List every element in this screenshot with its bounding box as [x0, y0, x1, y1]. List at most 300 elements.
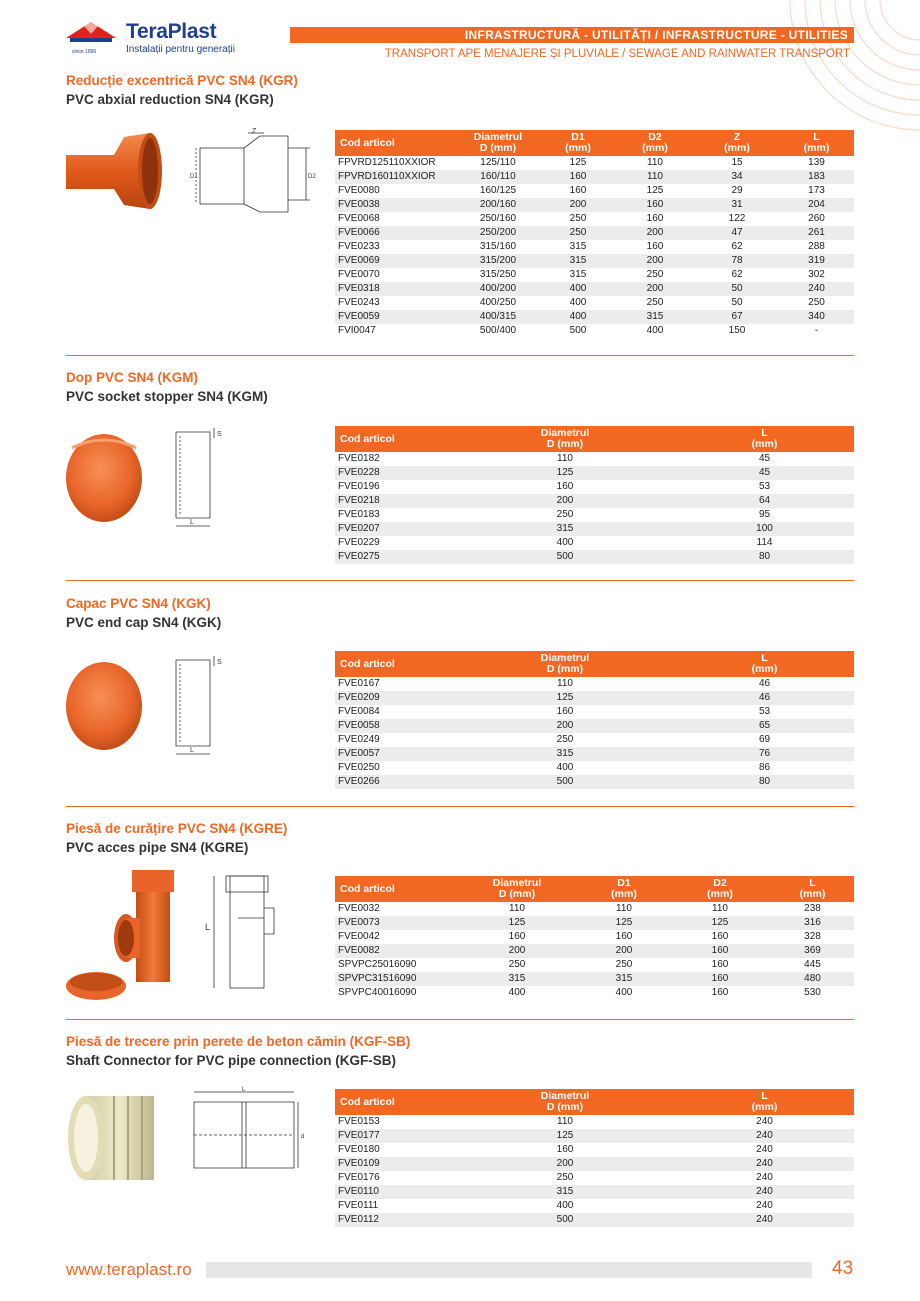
article-code-cell: SPVPC25016090 [338, 959, 417, 970]
table-row [335, 310, 854, 324]
article-code-cell: FVE0082 [335, 944, 455, 958]
article-code-cell: FVE0275 [335, 550, 455, 564]
table-cell: 110 [615, 170, 695, 184]
article-code-cell: FVE0058 [335, 719, 455, 733]
table-cell: 53 [758, 706, 771, 717]
table-cell: 100 [675, 522, 854, 536]
table-row [335, 902, 854, 916]
table-cell: 67 [695, 310, 779, 324]
table-cell: 160 [556, 706, 574, 717]
table-cell: 500/400 [479, 325, 517, 336]
table-cell: 160 [669, 972, 771, 986]
table-row [335, 536, 854, 550]
table-cell: 160/125 [479, 185, 517, 196]
table-cell: 47 [695, 226, 779, 240]
table-cell: 400/315 [455, 310, 541, 324]
table-row [335, 212, 854, 226]
drawing-label-d1: D1 [190, 174, 198, 180]
table-cell: 204 [779, 198, 854, 212]
article-code-cell: FVE0059 [335, 310, 455, 324]
table-cell: 240 [756, 1144, 773, 1155]
table-cell: 45 [675, 466, 854, 480]
table-cell: 400 [541, 310, 615, 324]
article-code-cell: FVI0047 [338, 325, 376, 336]
table-cell: 316 [771, 916, 854, 930]
table-cell: 315/200 [455, 254, 541, 268]
table-cell: 400 [556, 537, 574, 548]
table-cell: 400 [615, 987, 633, 998]
table-cell: 445 [804, 959, 821, 970]
table-cell: 369 [771, 944, 854, 958]
subtitle-separator: / [618, 48, 629, 60]
drawing-label-l: L [205, 922, 211, 932]
column-header: Z (mm) [695, 130, 779, 156]
column-header: Cod articol [335, 130, 455, 156]
article-code-cell: FVE0180 [338, 1144, 380, 1155]
decorative-arcs [720, 0, 920, 140]
table-cell: 315/250 [479, 269, 517, 280]
drawing-label-d: d [301, 1134, 305, 1140]
table-cell: 400 [508, 987, 526, 998]
article-code-cell: FVE0250 [338, 762, 380, 773]
table-cell: 122 [728, 213, 746, 224]
section-subtitle: PVC abxial reduction SN4 (KGR) [66, 92, 274, 107]
table-cell: 315 [455, 972, 579, 986]
article-code-cell: FVE0218 [335, 494, 455, 508]
article-code-cell: FVE0249 [338, 734, 380, 745]
table-cell: 160 [556, 481, 574, 492]
table-row [335, 944, 854, 958]
table-header-row [335, 426, 854, 452]
table-cell: 125 [646, 185, 664, 196]
table-cell: 110 [712, 903, 728, 914]
table-row [335, 480, 854, 494]
column-header: L (mm) [771, 876, 854, 902]
table-row [335, 1185, 854, 1199]
footer-bar [206, 1262, 812, 1278]
section-divider [66, 580, 854, 581]
table-cell: 46 [758, 678, 771, 689]
column-header: Cod articol [335, 876, 455, 902]
table-cell: 160/110 [455, 170, 541, 184]
article-code-cell: FVE0069 [335, 254, 455, 268]
article-code-cell: FVE0209 [335, 691, 455, 705]
table-cell: 80 [675, 550, 854, 564]
table-cell: 160 [669, 944, 771, 958]
table-cell: 78 [695, 254, 779, 268]
table-cell: 125 [455, 691, 675, 705]
table-cell: 315 [455, 1185, 675, 1199]
table-cell: 400 [569, 297, 587, 308]
table-cell: 250 [556, 1172, 574, 1183]
table-cell: 125 [579, 916, 669, 930]
article-code-cell: FPVRD160110XXIOR [335, 170, 455, 184]
table-cell: 160 [711, 987, 729, 998]
subtitle-en: SEWAGE AND RAINWATER TRANSPORT [628, 48, 850, 60]
table-row [335, 452, 854, 466]
section-divider [66, 806, 854, 807]
table-row [335, 1157, 854, 1171]
table-cell: 200 [615, 282, 695, 296]
table-cell: 200 [541, 198, 615, 212]
table-cell: - [814, 325, 819, 336]
table-cell: 64 [675, 494, 854, 508]
table-row [335, 466, 854, 480]
table-cell: 315 [615, 310, 695, 324]
article-code-cell: FVE0183 [338, 509, 380, 520]
footer-url[interactable]: www.teraplast.ro [66, 1260, 192, 1279]
table-cell: 46 [675, 691, 854, 705]
brand-name: TeraPlast [126, 20, 217, 43]
article-code-cell: FVE0243 [338, 297, 380, 308]
article-code-cell: SPVPC40016090 [338, 987, 417, 998]
table-cell: 80 [675, 775, 854, 789]
access-pipe-photo [64, 868, 194, 1008]
article-code-cell: FVE0182 [338, 453, 380, 464]
table-cell: 240 [756, 1172, 773, 1183]
table-cell: 160 [615, 931, 633, 942]
table-cell: 250 [541, 226, 615, 240]
table-row [335, 1199, 854, 1213]
table-cell: 240 [675, 1129, 854, 1143]
table-cell: 315 [455, 522, 675, 536]
table-cell: 250 [508, 959, 526, 970]
table-cell: 240 [756, 1200, 773, 1211]
table-cell: 200 [615, 254, 695, 268]
table-cell: 400 [556, 1200, 574, 1211]
article-code-cell: FVE0207 [335, 522, 455, 536]
section-subtitle: Shaft Connector for PVC pipe connection (KGF-SB) [66, 1053, 396, 1068]
table-header-row [335, 651, 854, 677]
category-band: INFRASTRUCTURĂ - UTILITĂȚI / INFRASTRUCTURE - UTILITIES [290, 27, 854, 43]
section-subtitle: PVC acces pipe SN4 (KGRE) [66, 840, 249, 855]
table-cell: 315 [569, 241, 587, 252]
article-code-cell: FVE0266 [335, 775, 455, 789]
table-cell: 260 [808, 213, 825, 224]
section-subtitle: PVC end cap SN4 (KGK) [66, 615, 222, 630]
article-code-cell: FVE0167 [338, 678, 380, 689]
table-row [335, 508, 854, 522]
article-code-cell: FVE0110 [335, 1185, 455, 1199]
reduction-photo [64, 125, 164, 215]
table-cell: 240 [756, 1116, 773, 1127]
article-code-cell: FVE0318 [335, 282, 455, 296]
column-header: D2 (mm) [669, 876, 771, 902]
table-row [335, 986, 854, 1000]
article-code-cell: FVE0080 [338, 185, 380, 196]
table-header-row [335, 876, 854, 902]
table-cell: 31 [695, 198, 779, 212]
table-row [335, 254, 854, 268]
shaft-connector-drawing [184, 1086, 314, 1186]
table-cell: 261 [779, 226, 854, 240]
table-cell: 250 [556, 509, 574, 520]
table-row [335, 1171, 854, 1185]
column-header: Diametrul D (mm) [455, 651, 675, 677]
table-cell: 240 [675, 1185, 854, 1199]
article-code-cell: FVE0176 [338, 1172, 380, 1183]
table-cell: 160 [646, 213, 664, 224]
table-cell: 315/160 [479, 241, 517, 252]
column-header: Diametrul D (mm) [455, 426, 675, 452]
table-row [335, 930, 854, 944]
table-cell: 240 [675, 1213, 854, 1227]
drawing-label-l: L [242, 1087, 246, 1093]
table-cell: 183 [779, 170, 854, 184]
end-cap-photo [64, 656, 144, 751]
table-cell: 200/160 [455, 198, 541, 212]
table-cell: 400 [556, 762, 574, 773]
table-cell: 250/160 [479, 213, 517, 224]
table-cell: 110 [557, 453, 573, 464]
table-cell: 400 [646, 325, 664, 336]
table-row [335, 719, 854, 733]
table-cell: 200 [579, 944, 669, 958]
column-header: Diametrul D (mm) [455, 1089, 675, 1115]
table-cell: 53 [758, 481, 771, 492]
table-cell: 200 [455, 719, 675, 733]
brand-tagline: Instalații pentru generații [126, 44, 235, 55]
brand-since: since 1896 [72, 49, 97, 55]
stopper-drawing [160, 422, 230, 532]
table-row [335, 198, 854, 212]
column-header: D2 (mm) [615, 130, 695, 156]
column-header: Cod articol [335, 1089, 455, 1115]
access-pipe-drawing [200, 868, 290, 998]
table-row [335, 522, 854, 536]
table-cell: 160 [711, 931, 729, 942]
table-cell: 50 [695, 282, 779, 296]
table-cell: 319 [779, 254, 854, 268]
table-header-row [335, 1089, 854, 1115]
section-title: Reducție excentrică PVC SN4 (KGR) [66, 73, 298, 88]
article-code-cell: SPVPC31516090 [335, 972, 455, 986]
article-code-cell: FVE0153 [338, 1116, 380, 1127]
article-code-cell: FVE0066 [335, 226, 455, 240]
table-row [335, 691, 854, 705]
section-divider [66, 355, 854, 356]
table-cell: 250/200 [455, 226, 541, 240]
table-cell: 200 [455, 494, 675, 508]
article-code-cell: FVE0038 [335, 198, 455, 212]
column-header: Cod articol [335, 426, 455, 452]
table-cell: 530 [804, 987, 821, 998]
table-row [335, 1143, 854, 1157]
table-cell: 200 [615, 226, 695, 240]
table-cell: 125 [455, 1129, 675, 1143]
article-code-cell: FVE0068 [338, 213, 380, 224]
table-row [335, 494, 854, 508]
table-cell: 250 [556, 734, 574, 745]
table-cell: 110 [557, 1116, 573, 1127]
table-cell: 340 [779, 310, 854, 324]
end-cap-drawing [160, 650, 230, 760]
table-cell: 250 [615, 959, 633, 970]
table-row [335, 761, 854, 775]
drawing-label-d2: D2 [308, 174, 316, 180]
table-cell: 125 [455, 466, 675, 480]
article-code-cell: FVE0112 [335, 1213, 455, 1227]
column-header: L (mm) [779, 130, 854, 156]
article-code-cell: FVE0057 [335, 747, 455, 761]
table-cell: 45 [758, 453, 771, 464]
article-code-cell: FVE0177 [335, 1129, 455, 1143]
table-cell: 125 [669, 916, 771, 930]
table-cell: 500 [455, 1213, 675, 1227]
article-code-cell: FVE0233 [338, 241, 380, 252]
column-header: D1 (mm) [541, 130, 615, 156]
table-row [335, 170, 854, 184]
page-number: 43 [832, 1258, 854, 1279]
article-code-cell: FVE0084 [338, 706, 380, 717]
table-cell: 114 [756, 537, 773, 548]
table-cell: 160 [646, 241, 664, 252]
table-row [335, 1213, 854, 1227]
table-cell: 250 [808, 297, 825, 308]
stopper-photo [64, 428, 144, 523]
table-cell: 315 [541, 254, 615, 268]
spec-table [335, 426, 854, 564]
table-cell: 110 [509, 903, 525, 914]
article-code-cell: FVE0228 [335, 466, 455, 480]
table-cell: 315 [579, 972, 669, 986]
section-subtitle: PVC socket stopper SN4 (KGM) [66, 389, 268, 404]
column-header: L (mm) [675, 1089, 854, 1115]
column-header: Diametrul D (mm) [455, 876, 579, 902]
table-cell: 480 [771, 972, 854, 986]
table-row [335, 916, 854, 930]
column-header: D1 (mm) [579, 876, 669, 902]
table-cell: 69 [758, 734, 771, 745]
shaft-connector-photo [64, 1088, 174, 1188]
table-cell: 110 [647, 157, 663, 168]
table-cell: 500 [455, 775, 675, 789]
table-cell: 302 [808, 269, 825, 280]
table-row [335, 775, 854, 789]
table-cell: 400 [541, 282, 615, 296]
table-cell: 34 [695, 170, 779, 184]
table-cell: 160 [615, 198, 695, 212]
article-code-cell: FPVRD125110XXIOR [338, 157, 436, 168]
table-cell: 240 [675, 1157, 854, 1171]
spec-table [335, 876, 854, 1000]
table-header-row [335, 130, 854, 156]
table-cell: 76 [675, 747, 854, 761]
table-cell: 250 [569, 213, 587, 224]
table-cell: 50 [731, 297, 743, 308]
table-cell: 150 [728, 325, 746, 336]
article-code-cell: FVE0229 [338, 537, 380, 548]
table-row [335, 268, 854, 282]
table-cell: 110 [557, 678, 573, 689]
table-cell: 65 [675, 719, 854, 733]
table-cell: 160 [711, 959, 729, 970]
table-cell: 315 [569, 269, 587, 280]
section-title: Dop PVC SN4 (KGM) [66, 370, 199, 385]
table-cell: 328 [804, 931, 821, 942]
column-header: Cod articol [335, 651, 455, 677]
spec-table [335, 1089, 854, 1227]
table-cell: 160 [556, 1144, 574, 1155]
table-row [335, 733, 854, 747]
table-cell: 240 [779, 282, 854, 296]
table-cell: 125 [455, 916, 579, 930]
table-cell: 250 [646, 269, 664, 280]
section-title: Piesă de trecere prin perete de beton cămin (KGF-SB) [66, 1034, 411, 1049]
reduction-drawing [188, 128, 318, 213]
table-cell: 160 [508, 931, 526, 942]
table-row [335, 677, 854, 691]
table-row [335, 550, 854, 564]
column-header: L (mm) [675, 651, 854, 677]
table-cell: 29 [731, 185, 743, 196]
table-row [335, 296, 854, 310]
section-divider [66, 1019, 854, 1020]
table-cell: 400/200 [455, 282, 541, 296]
article-code-cell: FVE0070 [338, 269, 380, 280]
table-cell: 500 [455, 550, 675, 564]
table-row [335, 184, 854, 198]
table-cell: 173 [808, 185, 825, 196]
article-code-cell: FVE0111 [338, 1200, 379, 1211]
table-cell: 200 [455, 1157, 675, 1171]
article-code-cell: FVE0042 [338, 931, 380, 942]
table-cell: 288 [808, 241, 825, 252]
article-code-cell: FVE0032 [338, 903, 380, 914]
table-row [335, 705, 854, 719]
table-cell: 160 [541, 170, 615, 184]
table-cell: 86 [758, 762, 771, 773]
section-title: Piesă de curățire PVC SN4 (KGRE) [66, 821, 288, 836]
table-row [335, 282, 854, 296]
table-cell: 160 [569, 185, 587, 196]
table-cell: 200 [455, 944, 579, 958]
article-code-cell: FVE0196 [338, 481, 380, 492]
table-cell: 238 [804, 903, 821, 914]
table-cell: 125 [569, 157, 587, 168]
table-cell: 62 [731, 269, 743, 280]
category-subtitle [385, 48, 850, 60]
article-code-cell: FVE0109 [335, 1157, 455, 1171]
table-cell: 110 [616, 903, 632, 914]
table-row [335, 1129, 854, 1143]
article-code-cell: FVE0073 [335, 916, 455, 930]
drawing-label-l: L [190, 519, 194, 526]
subtitle-ro: TRANSPORT APE MENAJERE ȘI PLUVIALE [384, 48, 619, 60]
section-title: Capac PVC SN4 (KGK) [66, 596, 211, 611]
table-row [335, 156, 854, 170]
table-cell: 95 [758, 509, 771, 520]
table-row [335, 226, 854, 240]
table-cell: 139 [808, 157, 825, 168]
table-row [335, 324, 854, 338]
spec-table [335, 651, 854, 789]
table-cell: 315 [455, 747, 675, 761]
table-row [335, 958, 854, 972]
table-cell: 250 [646, 297, 664, 308]
table-cell: 500 [569, 325, 587, 336]
column-header: L (mm) [675, 426, 854, 452]
table-cell: 125/110 [480, 157, 516, 168]
table-row [335, 747, 854, 761]
table-cell: 400/250 [479, 297, 517, 308]
drawing-label-l: L [190, 747, 194, 754]
teraplast-logo[interactable] [64, 20, 244, 60]
column-header: Diametrul D (mm) [455, 130, 541, 156]
table-cell: 15 [731, 157, 743, 168]
spec-table [335, 130, 854, 338]
drawing-label-z: Z [252, 128, 257, 135]
